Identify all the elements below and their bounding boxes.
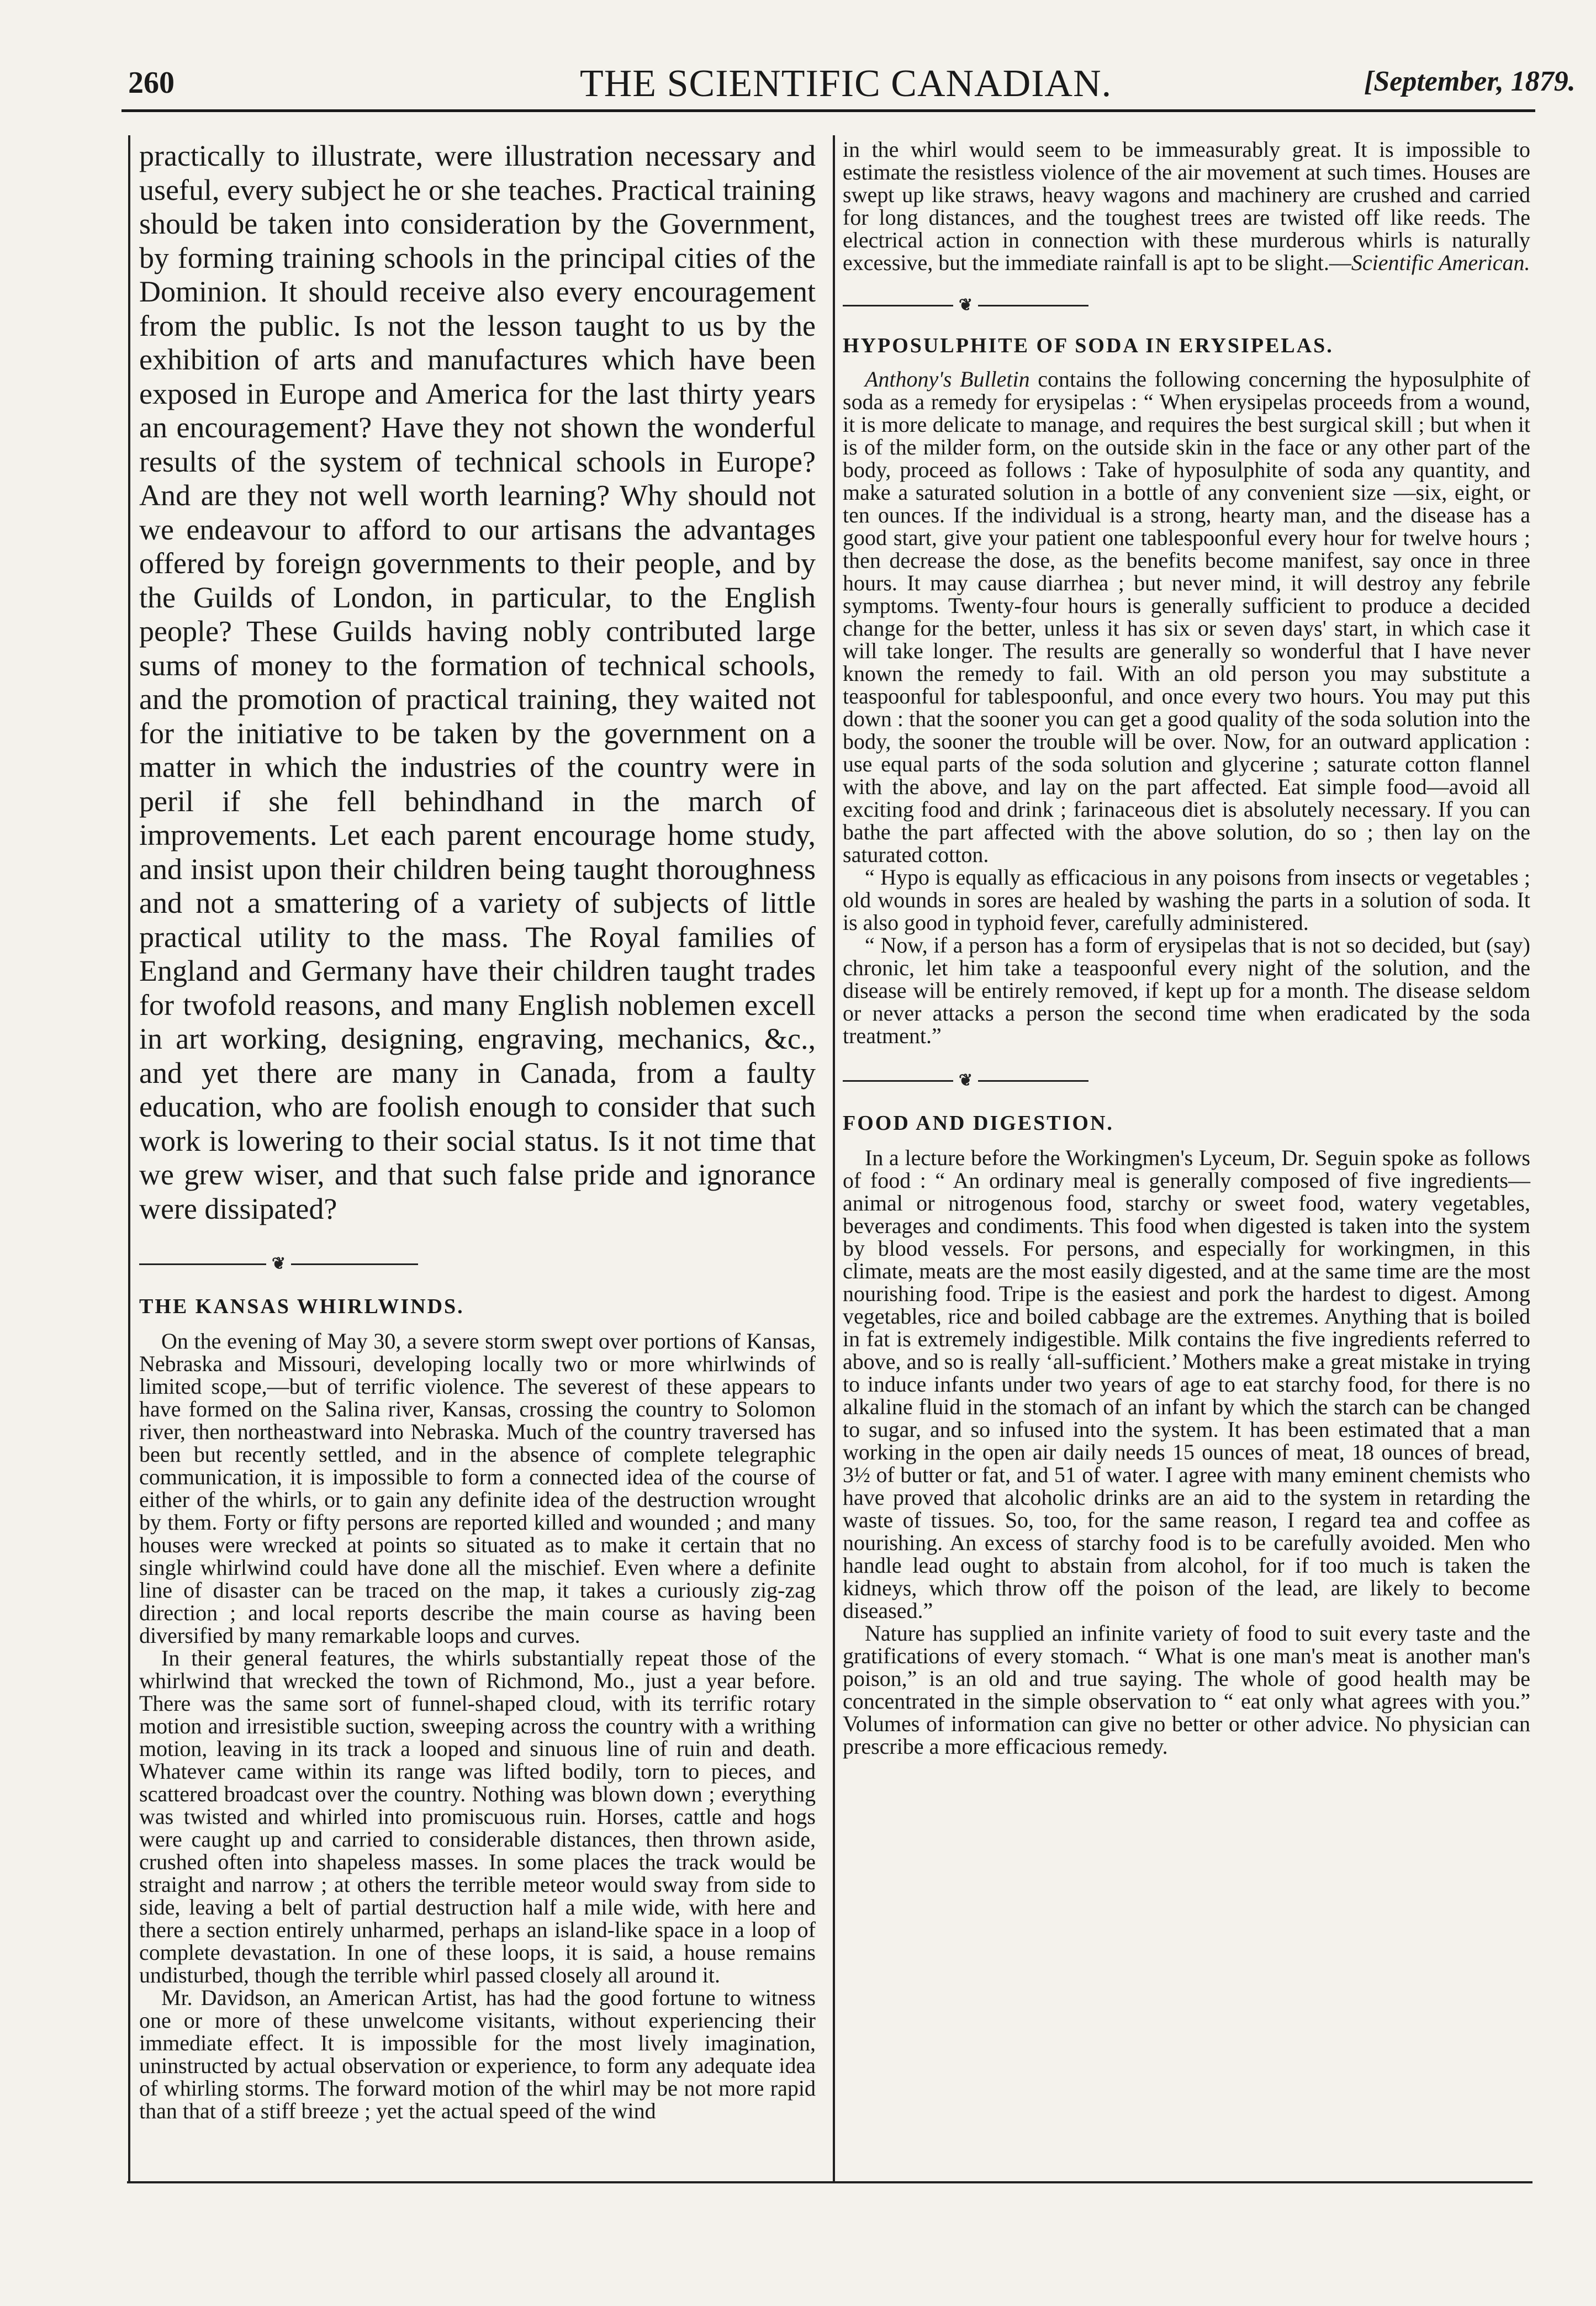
continuation-text: in the whirl would seem to be immeasurably great. It is impossible to estimate the resistless violence of the air movement at such times. Houses are swept up like straws, heavy wagons and machinery are crushed and carried for long distances, and the toughest trees are twisted off like reeds. The electrical action in connection with these murderous whirls is naturally excessive, but the immediate rainfall is apt to be slight.— [843, 137, 1530, 275]
page-number: 260 [128, 66, 175, 100]
source-credit: Scientific American. [1351, 250, 1530, 275]
food-digestion-article [843, 1146, 1530, 1758]
source-publication: Anthony's Bulletin [865, 367, 1030, 392]
column-divider-rule [833, 135, 835, 2181]
technical-education-continuation: practically to illustrate, were illustration necessary and useful, every subject he or she teaches. Practical training should be taken into consideration by the Government, by forming training schools in the principal cities of the Dominion. It should receive also every encouragement from the public. Is not the lesson taught to us by the exhibition of arts and manufactures which have been exposed in Europe and America for the last thirty years an encouragement? Have they not shown the wonderful results of the system of technical schools in Europe? And are they not well worth learning? Why should not we endeavour to afford to our artisans the advantages offered by foreign governments to their people, and by the Guilds of London, in particular, to the English people? These Guilds having nobly contributed large sums of money to the formation of technical schools, and the promotion of practical training, they waited not for the initiative to be taken by the government on a matter in which the industries of the country were in peril if she fell behindhand in the march of improvements. Let each parent encourage home study, and insist upon their children being taught thoroughness and not a smattering of a variety of subjects of little practical utility to the mass. The Royal families of England and Germany have their children taught trades for twofold reasons, and many English noblemen excell in art working, designing, engraving, mechanics, &c., and yet there are many in Canada, from a faulty education, who are foolish enough to consider that such work is lowering to their social status. Is it not time that we grew wiser, and that such false pride and ignorance were dissipated? [139, 139, 816, 1225]
kansas-whirlwinds-heading: THE KANSAS WHIRLWINDS. [139, 1295, 464, 1319]
hyposulphite-heading: HYPOSULPHITE OF SODA IN ERYSIPELAS. [843, 334, 1334, 358]
paragraph-text: contains the following concerning the hyposulphite of soda as a remedy for erysipelas : “ When erysipelas proceeds from a wound, it is more delicate to manage, and requires the best surgical skill ; but when it is of the milder form, on the outside skin in the face or any other part of the body, proceed as follows : Take of hyposulphite of soda any quantity, and make a saturated solution in a bottle of any convenient size —six, eight, or ten ounces. If the individual is a strong, hearty man, and the disease has a good start, give your patient one tablespoonful every hour for twelve hours ; then decrease the dose, as the benefits become manifest, say once in three hours. It may cause diarrhea ; but never mind, it will destroy any febrile symptoms. Twenty-four hours is generally sufficient to produce a decided change for the better, unless it has six or seven days' start, in which case it will take longer. The results are generally so wonderful that I have never known the remedy to fail. With an old person you may substitute a teaspoonful for tablespoonful, and once every two hours. You may put this down : that the sooner you can get a good quality of the soda solution into the body, the sooner the trouble will be over. Now, for an outward application : use equal parts of the soda solution and glycerine ; saturate cotton flannel with the above, and lay on the part affected. Eat simple food—avoid all exciting food and drink ; farinaceous diet is absolutely necessary. If you can bathe the part affected with the above solution, do so ; then lay on the saturated cotton. [843, 367, 1531, 868]
issue-date: [September, 1879. [1364, 66, 1576, 97]
kansas-whirlwinds-continuation [843, 138, 1530, 274]
left-border-rule [128, 135, 130, 2181]
section-divider-ornament: ❦ [843, 1071, 1530, 1089]
article-paragraph: “ Hypo is equally as efficacious in any poisons from insects or vegetables ; old wounds in sores are healed by washing the parts in a solution of soda. It is also good in typhoid fever, carefully administered. [843, 865, 1530, 935]
kansas-whirlwinds-article [139, 1330, 816, 2122]
article-paragraph: In their general features, the whirls substantially repeat those of the whirlwind that wrecked the town of Richmond, Mo., just a year before. There was the same sort of funnel-shaped cloud, with its terrific rotary motion and irresistible suction, sweeping across the country with a writhing motion, leaving in its track a looped and sinuous line of ruin and death. Whatever came within its range was lifted bodily, torn to pieces, and scattered broadcast over the country. Nothing was blown down ; everything was twisted and whirled into promiscuous ruin. Horses, cattle and hogs were caught up and carried to considerable distances, then thrown aside, crushed often into shapeless masses. In some places the track would be straight and narrow ; at others the terrible meteor would sway from side to side, leaving a belt of partial destruction half a mile wide, with here and there a section entirely unharmed, perhaps an island-like space in a loop of complete devastation. In one of these loops, it is said, a house remains undisturbed, though the terrible whirl passed closely all around it. [139, 1646, 816, 1988]
hyposulphite-article [843, 368, 1530, 1047]
masthead-title: THE SCIENTIFIC CANADIAN. [580, 62, 1112, 105]
left-column [139, 139, 816, 2122]
right-column [843, 138, 1530, 1758]
article-paragraph: In a lecture before the Workingmen's Lyceum, Dr. Seguin spoke as follows of food : “ An ordinary meal is generally composed of five ingredients—animal or nitrogenous food, starchy or sweet food, watery vegetables, beverages and condiments. This food when digested is taken into the system by blood vessels. For persons, and especially for workingmen, in this climate, meats are the most easily digested, and at the same time are the most nourishing food. Tripe is the easiest and pork the hardest to digest. Among vegetables, rice and boiled cabbage are the extremes. Anything that is boiled in fat is extremely indigestible. Milk contains the five ingredients referred to above, and so is really ‘all-sufficient.’ Mothers make a great mistake in trying to induce infants under two years of age to eat starchy food, for there is no alkaline fluid in the stomach of an infant by which the starch can be changed to sugar, and so infused into the system. It has been estimated that a man working in the open air daily needs 15 ounces of meat, 18 ounces of bread, 3½ of butter or fat, and 51 of water. I agree with many eminent chemists who have proved that alcoholic drinks are an aid to the system in retarding the waste of tissues. So, too, for the same reason, I regard tea and coffee as nourishing. An excess of starchy food is to be carefully avoided. Men who handle lead ought to abstain from alcohol, for if too much is taken the kidneys, which throw off the poison of the lead, are likely to become diseased.” [843, 1145, 1530, 1623]
section-divider-ornament: ❦ [139, 1255, 816, 1272]
food-digestion-heading: FOOD AND DIGESTION. [843, 1112, 1114, 1135]
article-paragraph: Mr. Davidson, an American Artist, has had the good fortune to witness one or more of these unwelcome visitants, without experiencing their immediate effect. It is impossible for the most lively imagination, uninstructed by actual observation or experience, to form any adequate idea of whirling storms. The forward motion of the whirl may be not more rapid than that of a stiff breeze ; yet the actual speed of the wind [139, 1985, 816, 2124]
article-paragraph [843, 138, 1530, 274]
article-paragraph: “ Now, if a person has a form of erysipelas that is not so decided, but (say) chronic, let him take a teaspoonful every night of the solution, and the disease will be entirely removed, if kept up for a month. The disease seldom or never attacks a person the second time when eradicated by the soda treatment.” [843, 933, 1530, 1049]
section-divider-ornament: ❦ [843, 296, 1530, 314]
article-paragraph [843, 368, 1530, 866]
header-rule [121, 109, 1535, 112]
bottom-rule [127, 2181, 1532, 2183]
article-paragraph: Nature has supplied an infinite variety of food to suit every taste and the gratifications of every stomach. “ What is one man's meat is another man's poison,” is an old and true saying. The whole of good health may be concentrated in the simple observation to “ eat only what agrees with you.” Volumes of information can give no better or other advice. No physician can prescribe a more efficacious remedy. [843, 1621, 1530, 1759]
article-paragraph: On the evening of May 30, a severe storm swept over portions of Kansas, Nebraska and Missouri, developing locally two or more whirlwinds of limited scope,—but of terrific violence. The severest of these appears to have formed on the Salina river, Kansas, crossing the country to Solomon river, then northeastward into Nebraska. Much of the country traversed has been but recently settled, and in the absence of complete telegraphic communication, it is impossible to form a connected idea of the course of either of the whirls, or to gain any definite idea of the destruction wrought by them. Forty or fifty persons are reported killed and wounded ; and many houses were wrecked at points so situated as to make it certain that no single whirlwind could have done all the mischief. Even where a definite line of disaster can be traced on the map, it takes a curiously zig-zag direction ; and local reports describe the main course as having been diversified by many remarkable loops and curves. [139, 1329, 816, 1648]
